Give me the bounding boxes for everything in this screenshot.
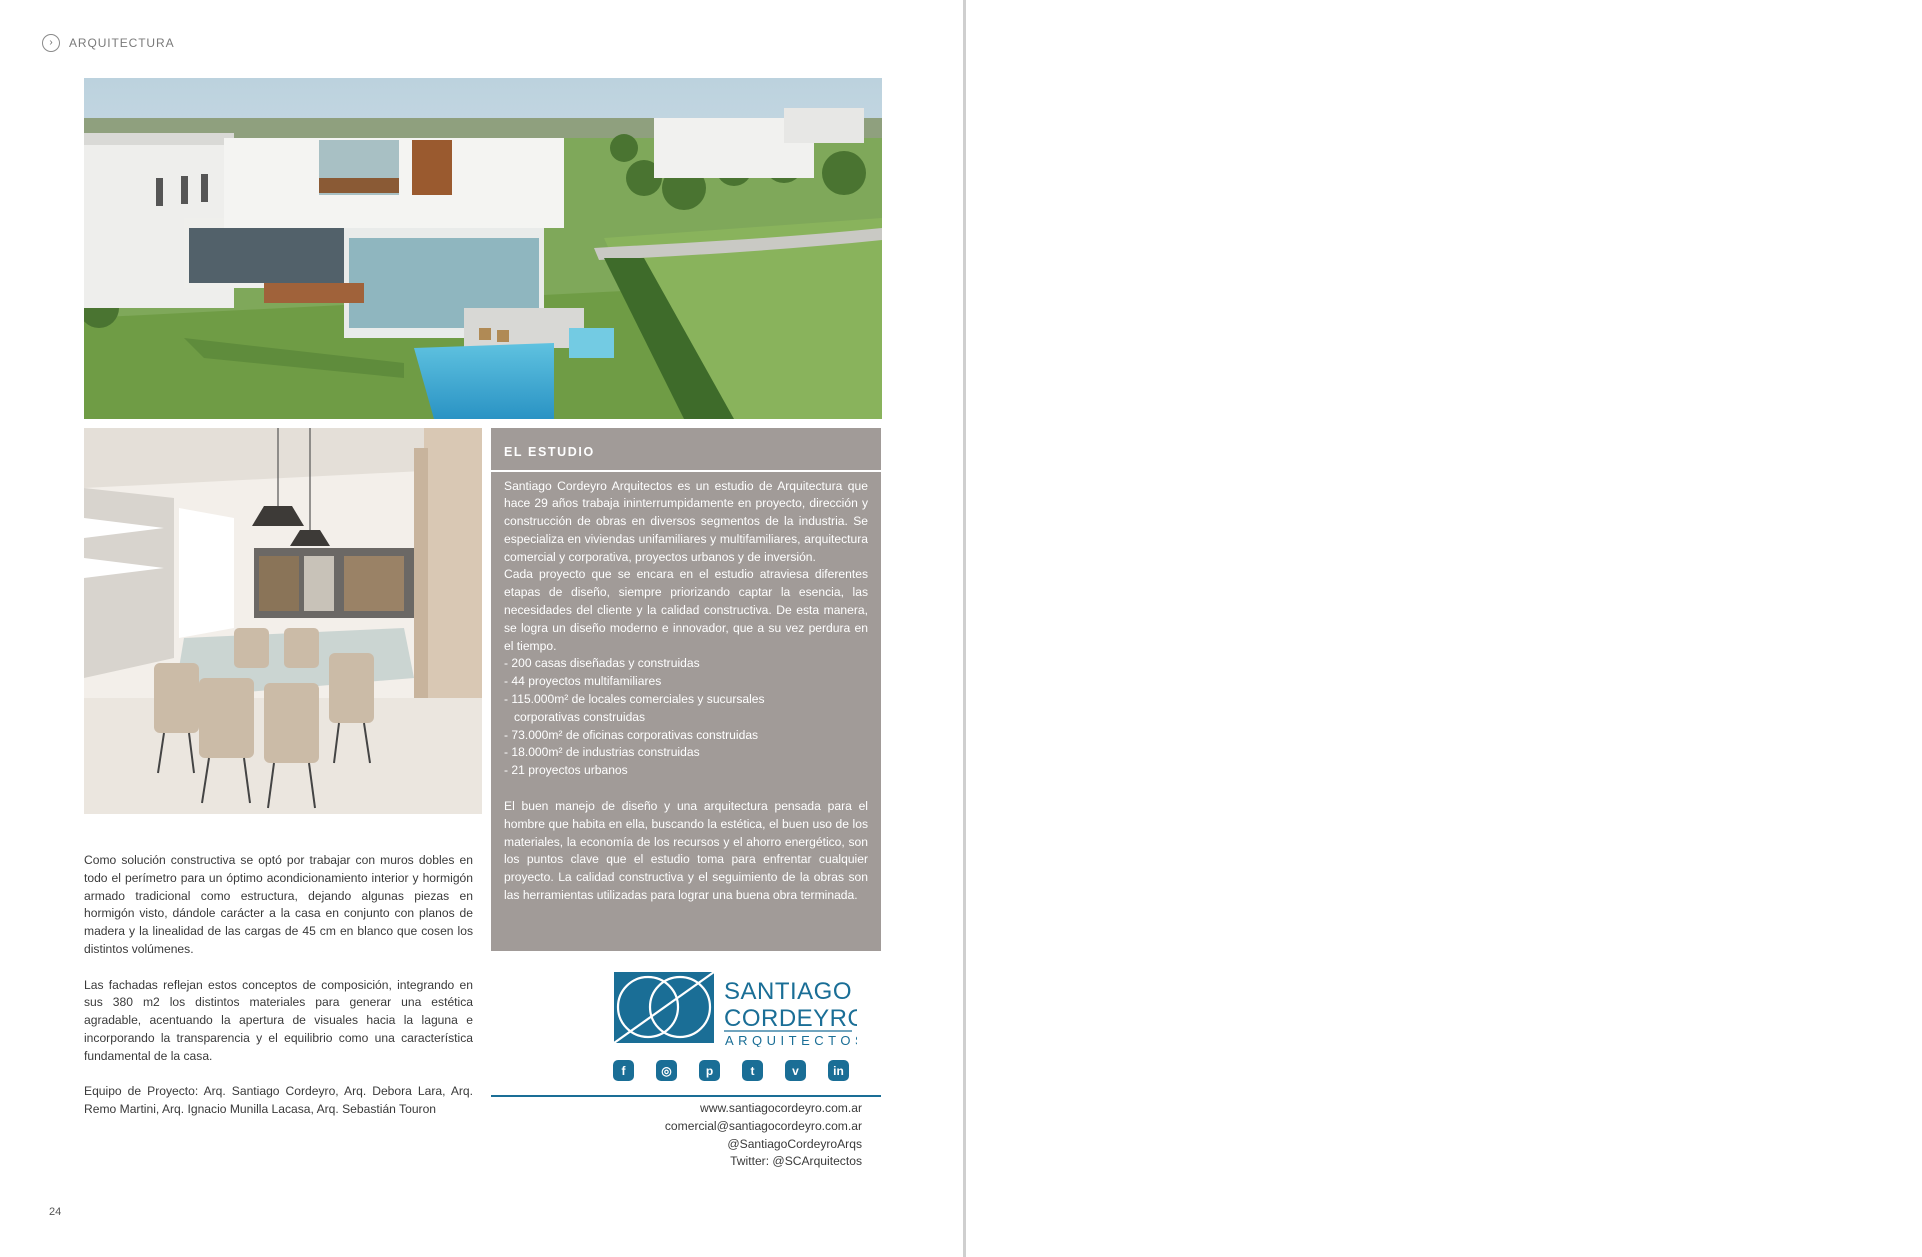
studio-title: EL ESTUDIO <box>504 445 595 459</box>
studio-paragraph-1: Santiago Cordeyro Arquitectos es un estudio de Arquitectura que hace 29 años trabaja ininterrumpidamente en proyecto, dirección y construcción de obras en diversos segmentos de la industria. Se especializa en viviendas unifamiliares y multifamiliares, arquitectura comercial y corporativa, proyectos urbanos y de inversión. <box>504 478 868 564</box>
email-link[interactable]: comercial@santiagocordeyro.com.ar <box>664 1118 862 1133</box>
website-link[interactable]: www.santiagocordeyro.com.ar <box>700 1101 862 1115</box>
vimeo-icon[interactable]: v <box>785 1060 806 1081</box>
right-page-blank <box>966 0 1922 1257</box>
list-item: - 73.000m² de oficinas corporativas construidas <box>504 727 759 742</box>
twitter-handle[interactable]: Twitter: @SCArquitectos <box>730 1154 862 1169</box>
section-label: ARQUITECTURA <box>69 36 175 50</box>
article-text <box>84 852 473 1137</box>
project-team: Equipo de Proyecto: Arq. Santiago Cordeyro, Arq. Debora Lara, Arq. Remo Martini, Arq. Ignacio Munilla Lacasa, Arq. Sebastián Touron <box>84 1084 473 1117</box>
contact-info <box>560 1100 862 1171</box>
santiago-cordeyro-logo <box>612 969 857 1052</box>
instagram-icon[interactable]: ◎ <box>656 1060 677 1081</box>
list-item: corporativas construidas <box>514 709 646 724</box>
contact-divider <box>491 1095 881 1097</box>
instagram-handle[interactable]: @SantiagoCordeyroArqs <box>727 1136 862 1151</box>
logo-line-1: SANTIAGO <box>724 978 853 1005</box>
list-item: - 18.000m² de industrias construidas <box>504 745 700 760</box>
list-item: - 115.000m² de locales comerciales y sucursales <box>504 692 765 707</box>
list-item: - 21 proyectos urbanos <box>504 763 628 778</box>
social-icons <box>613 1060 849 1081</box>
article-paragraph-1: Como solución constructiva se optó por trabajar con muros dobles en todo el perímetro para un óptimo acondicionamiento interior y hormigón armado tradicional como estructura, dejando algunas piezas en hormigón visto, dándole carácter a la casa en conjunto con planos de madera y la linealidad de las cargas de 45 cm en blanco que cosen los distintos volúmenes. <box>84 853 473 956</box>
dining-room-photo <box>84 428 482 814</box>
article-paragraph-2: Las fachadas reflejan estos conceptos de composición, integrando en sus 380 m2 los distintos materiales para generar una estética agradable, acentuando la apertura de visuales hacia la laguna e incorporando la transparencia y el equilibrio como una característica fundamental de la casa. <box>84 977 473 1063</box>
studio-info-box <box>491 428 881 951</box>
logo-line-3: ARQUITECTOS <box>725 1033 857 1047</box>
page-number: 24 <box>49 1206 62 1218</box>
logo-line-2: CORDEYRO <box>724 1005 857 1032</box>
facebook-icon[interactable]: f <box>613 1060 634 1081</box>
linkedin-icon[interactable]: in <box>828 1060 849 1081</box>
studio-stats-list <box>504 655 868 780</box>
section-tag <box>42 34 174 52</box>
twitter-icon[interactable]: t <box>742 1060 763 1081</box>
list-item: - 200 casas diseñadas y construidas <box>504 656 700 671</box>
chevron-right-icon: › <box>42 34 60 52</box>
list-item: - 44 proyectos multifamiliares <box>504 674 662 689</box>
house-exterior-photo <box>84 78 882 419</box>
pinterest-icon[interactable]: p <box>699 1060 720 1081</box>
studio-paragraph-3: El buen manejo de diseño y una arquitectura pensada para el hombre que habita en ella, buscando la estética, el buen uso de los materiales, la economía de los recursos y el ahorro energético, son los puntos clave que el estudio toma para enfrentar cualquier proyecto. La calidad constructiva y el seguimiento de la obras son las herramientas utilizadas para lograr una buena obra terminada. <box>504 799 868 903</box>
studio-paragraph-2: Cada proyecto que se encara en el estudio atraviesa diferentes etapas de diseño, siempre priorizando captar la esencia, las necesidades del cliente y la calidad constructiva. De esta manera, se logra un diseño moderno e innovador, que a su vez perdura en el tiempo. <box>504 567 868 653</box>
